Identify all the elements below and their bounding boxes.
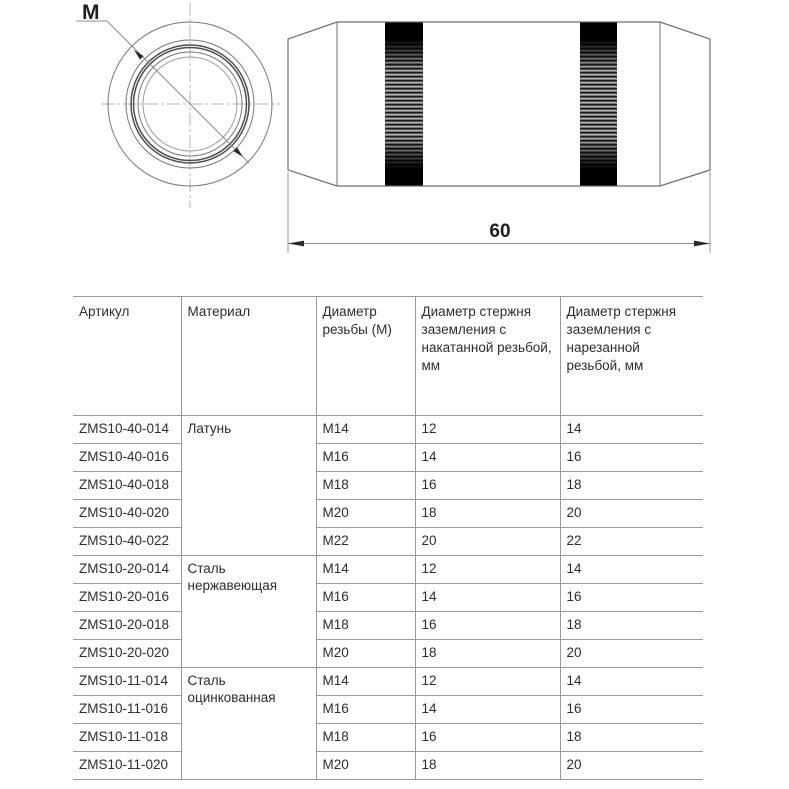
thread-cell: М20 — [316, 640, 415, 668]
thread-cell: М14 — [316, 416, 415, 444]
knurled-diameter-cell: 14 — [415, 696, 560, 724]
article-cell: ZMS10-20-020 — [73, 640, 181, 668]
thread-cell: М18 — [316, 724, 415, 752]
material-cell: Сталь нержавеющая — [181, 556, 316, 668]
table-row — [73, 500, 703, 528]
cut-diameter-cell: 16 — [560, 584, 703, 612]
material-cell: Сталь оцинкованная — [181, 668, 316, 780]
cut-diameter-cell: 22 — [560, 528, 703, 556]
cut-diameter-cell: 14 — [560, 416, 703, 444]
knurled-diameter-cell: 18 — [415, 752, 560, 780]
diameter-line — [107, 21, 249, 163]
article-cell: ZMS10-40-014 — [73, 416, 181, 444]
table-row — [73, 612, 703, 640]
column-header-knurled: Диаметр стержня заземления с накатанной резьбой, мм — [415, 297, 560, 416]
table-row — [73, 724, 703, 752]
knurled-diameter-cell: 18 — [415, 500, 560, 528]
cut-diameter-cell: 18 — [560, 472, 703, 500]
cut-diameter-cell: 18 — [560, 612, 703, 640]
table-row — [73, 472, 703, 500]
thread-cell: М14 — [316, 556, 415, 584]
length-dimension-label: 60 — [489, 221, 511, 242]
table-row — [73, 668, 703, 696]
side-view — [288, 22, 710, 253]
knurled-diameter-cell: 16 — [415, 612, 560, 640]
table-row — [73, 444, 703, 472]
technical-drawing — [0, 0, 789, 296]
dimension-arrow-left — [288, 241, 304, 247]
spec-table — [73, 296, 703, 780]
table-row — [73, 528, 703, 556]
front-view — [76, 1, 280, 208]
knurled-diameter-cell: 12 — [415, 668, 560, 696]
article-cell: ZMS10-40-016 — [73, 444, 181, 472]
material-cell: Латунь — [181, 416, 316, 556]
header-row — [73, 297, 703, 416]
cut-diameter-cell: 20 — [560, 752, 703, 780]
knurled-diameter-cell: 20 — [415, 528, 560, 556]
knurled-diameter-cell: 16 — [415, 472, 560, 500]
article-cell: ZMS10-11-020 — [73, 752, 181, 780]
knurled-diameter-cell: 14 — [415, 584, 560, 612]
article-cell: ZMS10-11-016 — [73, 696, 181, 724]
coupler-outline — [288, 22, 710, 186]
diameter-arrow-upper — [134, 50, 144, 60]
thread-cell: М16 — [316, 584, 415, 612]
knurled-diameter-cell: 12 — [415, 416, 560, 444]
table-row — [73, 640, 703, 668]
article-cell: ZMS10-20-018 — [73, 612, 181, 640]
thread-cell: М22 — [316, 528, 415, 556]
knurled-diameter-cell: 18 — [415, 640, 560, 668]
thread-cell: М20 — [316, 500, 415, 528]
spec-table-body — [73, 416, 703, 780]
thread-dimension-label: M — [82, 1, 100, 24]
column-header-article: Артикул — [73, 297, 181, 416]
spec-table-header — [73, 297, 703, 416]
article-cell: ZMS10-40-020 — [73, 500, 181, 528]
table-row — [73, 696, 703, 724]
table-row — [73, 416, 703, 444]
thread-cell: М18 — [316, 472, 415, 500]
column-header-material: Материал — [181, 297, 316, 416]
article-cell: ZMS10-20-016 — [73, 584, 181, 612]
article-cell: ZMS10-11-018 — [73, 724, 181, 752]
table-row — [73, 556, 703, 584]
thread-cell: М18 — [316, 612, 415, 640]
knurled-diameter-cell: 12 — [415, 556, 560, 584]
table-row — [73, 752, 703, 780]
dimension-arrow-right — [694, 241, 710, 247]
thread-cell: М14 — [316, 668, 415, 696]
article-cell: ZMS10-40-018 — [73, 472, 181, 500]
cut-diameter-cell: 20 — [560, 500, 703, 528]
cut-diameter-cell: 16 — [560, 696, 703, 724]
thread-cell: М16 — [316, 444, 415, 472]
table-row — [73, 584, 703, 612]
cut-diameter-cell: 16 — [560, 444, 703, 472]
cut-diameter-cell: 14 — [560, 556, 703, 584]
cut-diameter-cell: 14 — [560, 668, 703, 696]
cut-diameter-cell: 18 — [560, 724, 703, 752]
thread-cell: М20 — [316, 752, 415, 780]
knurl-band-right — [580, 23, 617, 186]
cut-diameter-cell: 20 — [560, 640, 703, 668]
column-header-cut: Диаметр стержня заземления с нарезанной резьбой, мм — [560, 297, 703, 416]
column-header-thread: Диаметр резьбы (М) — [316, 297, 415, 416]
article-cell: ZMS10-11-014 — [73, 668, 181, 696]
knurled-diameter-cell: 14 — [415, 444, 560, 472]
knurled-diameter-cell: 16 — [415, 724, 560, 752]
thread-cell: М16 — [316, 696, 415, 724]
article-cell: ZMS10-40-022 — [73, 528, 181, 556]
article-cell: ZMS10-20-014 — [73, 556, 181, 584]
knurl-band-left — [385, 23, 423, 186]
